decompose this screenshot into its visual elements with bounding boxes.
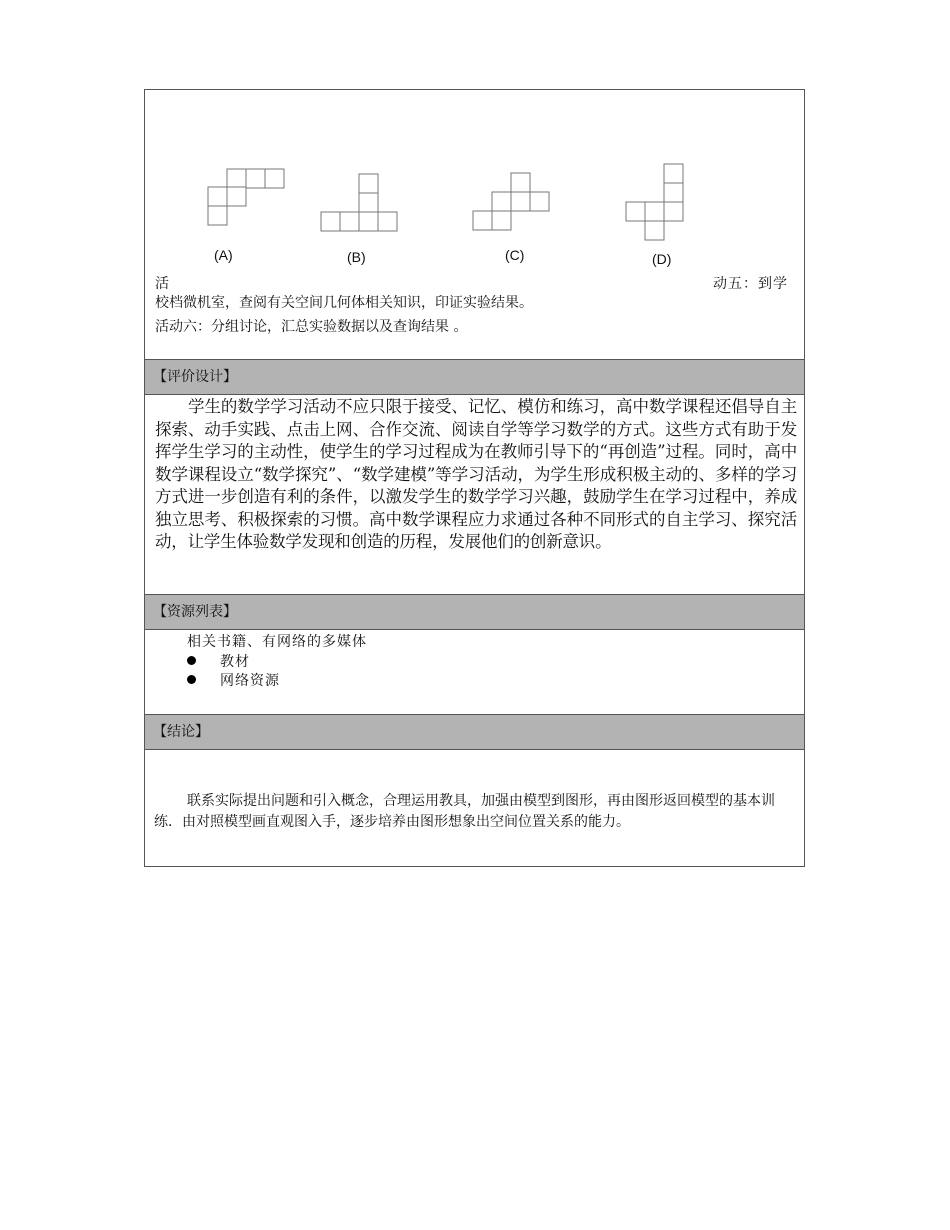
- figure-label-b: (B): [347, 249, 366, 265]
- resources-intro: 相关书籍、有网络的多媒体: [187, 634, 367, 650]
- divider: [145, 749, 804, 750]
- divider: [145, 394, 804, 395]
- activity5-start: 活: [155, 276, 169, 292]
- evaluation-text: 学生的数学学习活动不应只限于接受、记忆、模仿和练习，高中数学课程还倡导自主探索、动手实践、点击上网、合作交流、阅读自学等学习数学的方式。这些方式有助于发挥学生学习的主动性，使学生的学习过程成为在教师引导下的“再创造”过程。同时，高中数学课程设立“数学探究”、“数学建模”等学习活动，为学生形成积极主动的、多样的学习方式进一步创造有利的条件，以激发学生的数学学习兴趣，鼓励学生在学习过程中，养成独立思考、积极探索的习惯。高中数学课程应力求通过各种不同形式的自主学习、探究活动，让学生体验数学发现和创造的历程，发展他们的创新意识。: [155, 397, 797, 551]
- cube-net-c: [473, 173, 549, 230]
- cube-net-figures: [145, 90, 804, 290]
- evaluation-header: 【评价设计】: [145, 360, 804, 394]
- resource-item: 教材: [220, 654, 250, 670]
- figure-label-a: (A): [214, 247, 233, 263]
- resource-item: 网络资源: [220, 673, 280, 689]
- figure-label-c: (C): [505, 247, 525, 263]
- resources-header: 【资源列表】: [145, 595, 804, 629]
- bullet-icon: [187, 656, 196, 665]
- activity5-continued: 校档微机室，查阅有关空间几何体相关知识，印证实验结果。: [155, 295, 533, 311]
- activity6: 活动六：分组讨论，汇总实验数据以及查询结果 。: [155, 319, 468, 335]
- cube-net-a: [208, 169, 284, 225]
- figure-label-d: (D): [652, 251, 672, 267]
- conclusion-header: 【结论】: [145, 715, 804, 749]
- lesson-table: [144, 89, 805, 867]
- divider: [145, 629, 804, 630]
- conclusion-text: 联系实际提出问题和引入概念，合理运用教具，加强由模型到图形，再由图形返回模型的基本训练．由对照模型画直观图入手，逐步培养由图形想象出空间位置关系的能力。: [154, 793, 775, 830]
- cube-net-b: [321, 174, 397, 231]
- cube-nets-svg: [145, 90, 806, 290]
- cube-net-d: [626, 164, 683, 240]
- bullet-icon: [187, 675, 196, 684]
- activity5-end: 动五：到学: [713, 276, 788, 292]
